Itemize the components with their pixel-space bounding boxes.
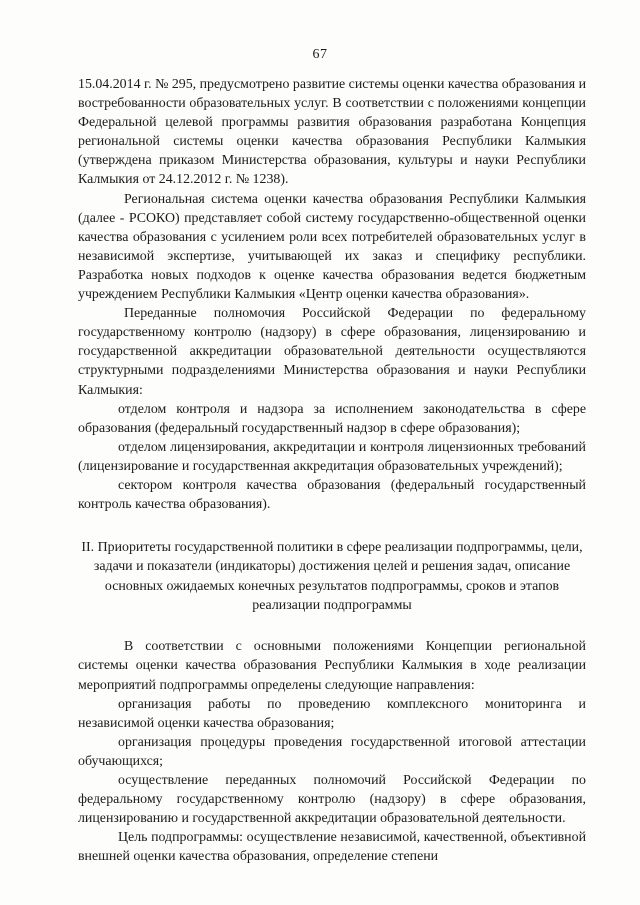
- page-number: 67: [312, 47, 328, 62]
- list-item: отделом контроля и надзора за исполнением законодательства в сфере образования (федеральный государственный надзор в сфере образования);: [78, 401, 586, 436]
- paragraph: 15.04.2014 г. № 295, предусмотрено развитие системы оценки качества образования и востребованности образовательных услуг. В соответствии с положениями концепции Федеральной целевой программы развития образования разработана Концепция региональной системы оценки качества образования Республики Калмыкия (утверждена приказом Министерства образования, культуры и науки Республики Калмыкия от 24.12.2012 г. № 1238).: [78, 77, 586, 188]
- section-heading: II. Приоритеты государственной политики в сфере реализации подпрограммы, цели, задачи и показатели (индикаторы) достижения целей и решения задач, описание основных ожидаемых конечных результатов подпрограммы, сроков и этапов реализации подпрограммы: [81, 540, 583, 614]
- paragraph: Переданные полномочия Российской Федерации по федеральному государственному контролю (надзору) в сфере образования, лицензированию и государственной аккредитации образовательной деятельности осуществляются структурными подразделениями Министерства образования и науки Республики Калмыкия:: [78, 306, 586, 398]
- paragraph: В соответствии с основными положениями Концепции региональной системы оценки качества образования Республики Калмыкия в ходе реализации мероприятий подпрограммы определены следующие направления:: [78, 639, 586, 693]
- list-item: осуществление переданных полномочий Российской Федерации по федеральному государственному контролю (надзору) в сфере образования, лицензированию и государственной аккредитации образовательной деятельности.: [78, 773, 586, 827]
- paragraph: Региональная система оценки качества образования Республики Калмыкия (далее - РСОКО) представляет собой систему государственно-общественной оценки качества образования с усилением роли всех потребителей образовательных услуг в независимой экспертизе, учитывающей их заказ и специфику республики. Разработка новых подходов к оценке качества образования ведется бюджетным учреждением Республики Калмыкия «Центр оценки качества образования».: [78, 191, 586, 303]
- list-item: отделом лицензирования, аккредитации и контроля лицензионных требований (лицензирование и государственная аккредитация образовательных учреждений);: [78, 439, 586, 474]
- list-item: сектором контроля качества образования (федеральный государственный контроль качества образования).: [78, 477, 586, 513]
- document-body: [78, 75, 586, 866]
- list-item: организация процедуры проведения государственной итоговой аттестации обучающихся;: [78, 734, 586, 769]
- list-item: организация работы по проведению комплексного мониторинга и независимой оценки качества образования;: [78, 696, 586, 731]
- paragraph: Цель подпрограммы: осуществление независимой, качественной, объективной внешней оценки качества образования, определение степени: [78, 830, 586, 865]
